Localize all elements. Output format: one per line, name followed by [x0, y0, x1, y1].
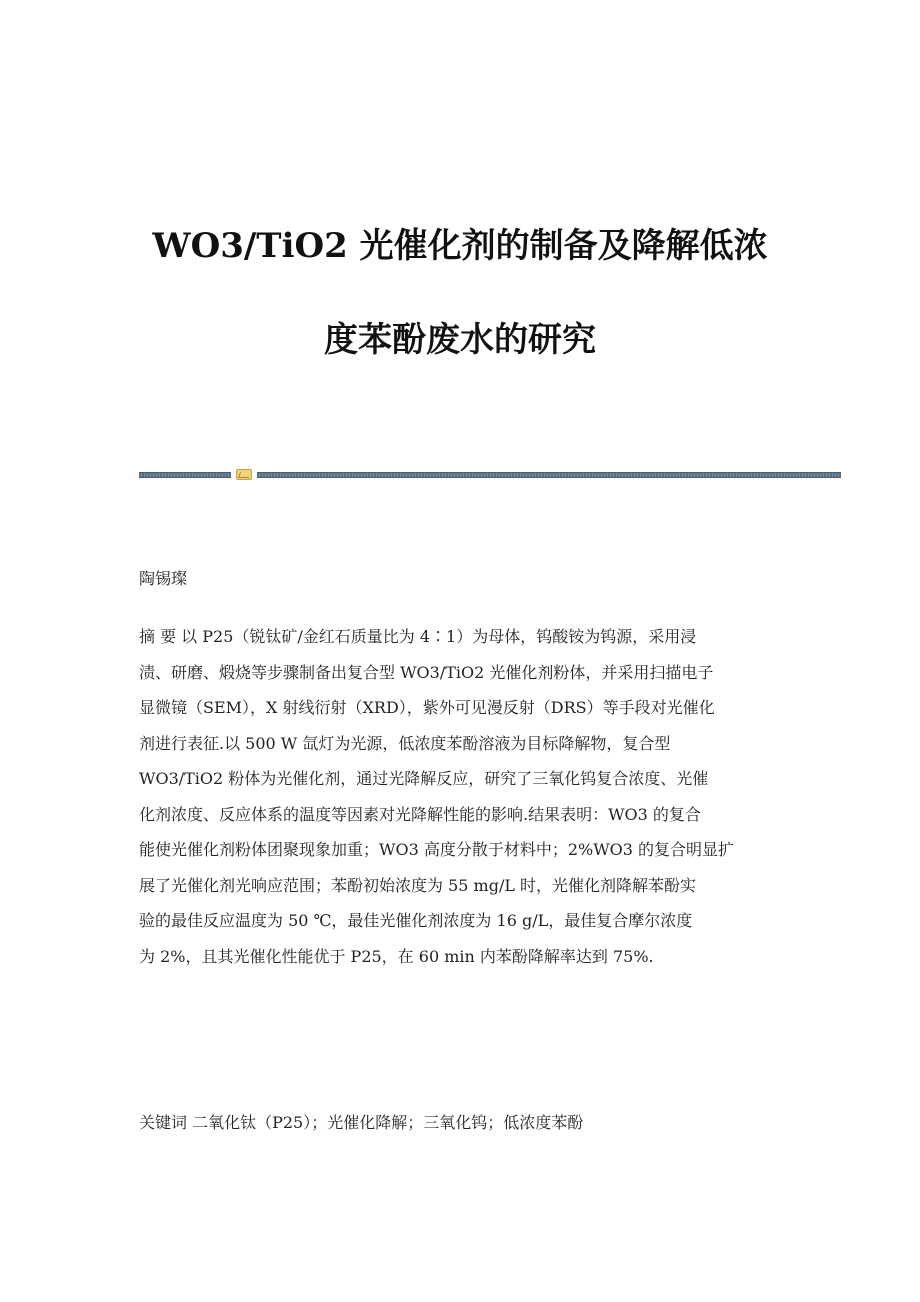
abstract-line: 摘 要 以 P25（锐钛矿/金红石质量比为 4∶1）为母体，钨酸铵为钨源，采用浸 — [139, 627, 697, 646]
abstract-line: 能使光催化剂粉体团聚现象加重；WO3 高度分散于材料中；2%WO3 的复合明显扩 — [139, 840, 735, 859]
abstract-line: 为 2%，且其光催化性能优于 P25，在 60 min 内苯酚降解率达到 75%. — [139, 946, 654, 966]
decorative-divider — [139, 469, 841, 480]
divider-bar-left — [139, 472, 231, 478]
abstract-line: 剂进行表征.以 500 W 氙灯为光源，低浓度苯酚溶液为目标降解物，复合型 — [139, 733, 671, 753]
keywords: 关键词 二氧化钛（P25）；光催化降解；三氧化钨；低浓度苯酚 — [139, 1113, 584, 1132]
paper-title-line-2: 度苯酚废水的研究 — [324, 320, 596, 360]
abstract-line: 化剂浓度、反应体系的温度等因素对光降解性能的影响.结果表明：WO3 的复合 — [139, 804, 701, 824]
abstract-line: 显微镜（SEM），X 射线衍射（XRD），紫外可见漫反射（DRS）等手段对光催化 — [139, 698, 715, 717]
paper-title-line-1: WO3/TiO2 光催化剂的制备及降解低浓 — [152, 226, 768, 266]
abstract-line: 验的最佳反应温度为 50 ℃，最佳光催化剂浓度为 16 g/L，最佳复合摩尔浓度 — [139, 911, 693, 930]
abstract-line: 展了光催化剂光响应范围；苯酚初始浓度为 55 mg/L 时，光催化剂降解苯酚实 — [139, 875, 697, 895]
envelope-icon — [236, 469, 252, 480]
abstract — [139, 619, 779, 974]
author-name: 陶锡璨 — [139, 569, 188, 588]
abstract-line: 渍、研磨、煅烧等步骤制备出复合型 WO3/TiO2 光催化剂粉体，并采用扫描电子 — [139, 662, 714, 682]
abstract-line: WO3/TiO2 粉体为光催化剂，通过光降解反应，研究了三氧化钨复合浓度、光催 — [139, 769, 709, 788]
divider-bar-right — [257, 472, 841, 478]
